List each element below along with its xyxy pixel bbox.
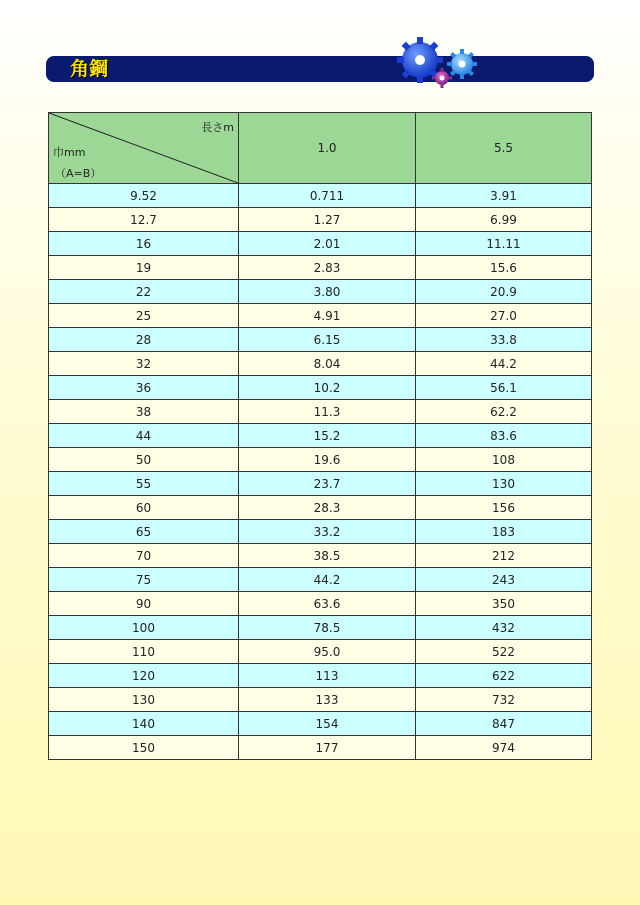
width-cell: 75 — [49, 568, 239, 592]
width-cell: 25 — [49, 304, 239, 328]
width-cell: 150 — [49, 736, 239, 760]
weight-cell: 133 — [239, 688, 416, 712]
weight-cell: 522 — [416, 640, 592, 664]
width-cell: 38 — [49, 400, 239, 424]
weight-cell: 622 — [416, 664, 592, 688]
width-cell: 140 — [49, 712, 239, 736]
weight-cell: 62.2 — [416, 400, 592, 424]
ab-label: （A=B） — [55, 167, 102, 180]
width-cell: 100 — [49, 616, 239, 640]
weight-cell: 350 — [416, 592, 592, 616]
width-cell: 90 — [49, 592, 239, 616]
width-cell: 36 — [49, 376, 239, 400]
table-row — [49, 688, 592, 712]
table-row — [49, 472, 592, 496]
column-header: 5.5 — [416, 113, 592, 184]
weight-cell: 156 — [416, 496, 592, 520]
width-label: 巾mm — [53, 146, 86, 159]
table-row — [49, 520, 592, 544]
weight-cell: 95.0 — [239, 640, 416, 664]
table-row — [49, 256, 592, 280]
weight-cell: 3.80 — [239, 280, 416, 304]
width-cell: 22 — [49, 280, 239, 304]
table-header-row — [49, 113, 592, 184]
weight-cell: 10.2 — [239, 376, 416, 400]
angle-steel-table — [48, 112, 592, 760]
weight-cell: 33.2 — [239, 520, 416, 544]
gears-icon — [390, 34, 484, 90]
length-label: 長さm — [201, 121, 234, 134]
weight-cell: 432 — [416, 616, 592, 640]
weight-cell: 2.83 — [239, 256, 416, 280]
weight-cell: 108 — [416, 448, 592, 472]
weight-cell: 4.91 — [239, 304, 416, 328]
table-row — [49, 184, 592, 208]
width-cell: 9.52 — [49, 184, 239, 208]
weight-cell: 0.711 — [239, 184, 416, 208]
width-cell: 130 — [49, 688, 239, 712]
weight-cell: 3.91 — [416, 184, 592, 208]
weight-cell: 183 — [416, 520, 592, 544]
table-row — [49, 712, 592, 736]
weight-cell: 44.2 — [416, 352, 592, 376]
weight-cell: 243 — [416, 568, 592, 592]
table-row — [49, 592, 592, 616]
weight-cell: 130 — [416, 472, 592, 496]
table-row — [49, 616, 592, 640]
width-cell: 120 — [49, 664, 239, 688]
weight-cell: 11.11 — [416, 232, 592, 256]
table-row — [49, 352, 592, 376]
weight-cell: 8.04 — [239, 352, 416, 376]
width-cell: 110 — [49, 640, 239, 664]
weight-cell: 44.2 — [239, 568, 416, 592]
weight-cell: 177 — [239, 736, 416, 760]
weight-cell: 56.1 — [416, 376, 592, 400]
column-header: 1.0 — [239, 113, 416, 184]
weight-cell: 38.5 — [239, 544, 416, 568]
weight-cell: 20.9 — [416, 280, 592, 304]
weight-cell: 28.3 — [239, 496, 416, 520]
table-row — [49, 304, 592, 328]
table-row — [49, 568, 592, 592]
table-row — [49, 232, 592, 256]
weight-cell: 33.8 — [416, 328, 592, 352]
weight-cell: 974 — [416, 736, 592, 760]
weight-cell: 15.2 — [239, 424, 416, 448]
table-row — [49, 544, 592, 568]
width-cell: 44 — [49, 424, 239, 448]
weight-cell: 1.27 — [239, 208, 416, 232]
weight-cell: 6.15 — [239, 328, 416, 352]
weight-cell: 27.0 — [416, 304, 592, 328]
width-cell: 60 — [49, 496, 239, 520]
width-cell: 19 — [49, 256, 239, 280]
width-cell: 65 — [49, 520, 239, 544]
table-row — [49, 664, 592, 688]
width-cell: 50 — [49, 448, 239, 472]
weight-cell: 2.01 — [239, 232, 416, 256]
width-cell: 16 — [49, 232, 239, 256]
weight-cell: 6.99 — [416, 208, 592, 232]
table-row — [49, 400, 592, 424]
weight-cell: 23.7 — [239, 472, 416, 496]
corner-header-cell — [49, 113, 239, 184]
weight-cell: 78.5 — [239, 616, 416, 640]
table-row — [49, 376, 592, 400]
table-row — [49, 280, 592, 304]
table-row — [49, 208, 592, 232]
table-row — [49, 496, 592, 520]
width-cell: 28 — [49, 328, 239, 352]
weight-cell: 732 — [416, 688, 592, 712]
table-row — [49, 640, 592, 664]
table-row — [49, 424, 592, 448]
width-cell: 32 — [49, 352, 239, 376]
table-row — [49, 328, 592, 352]
weight-cell: 19.6 — [239, 448, 416, 472]
weight-cell: 11.3 — [239, 400, 416, 424]
weight-cell: 847 — [416, 712, 592, 736]
table-row — [49, 448, 592, 472]
width-cell: 55 — [49, 472, 239, 496]
width-cell: 12.7 — [49, 208, 239, 232]
page-title: 角鋼 — [70, 58, 109, 80]
weight-cell: 63.6 — [239, 592, 416, 616]
weight-cell: 83.6 — [416, 424, 592, 448]
weight-cell: 154 — [239, 712, 416, 736]
title-bar — [46, 56, 594, 82]
weight-cell: 113 — [239, 664, 416, 688]
width-cell: 70 — [49, 544, 239, 568]
weight-cell: 15.6 — [416, 256, 592, 280]
table-row — [49, 736, 592, 760]
weight-cell: 212 — [416, 544, 592, 568]
